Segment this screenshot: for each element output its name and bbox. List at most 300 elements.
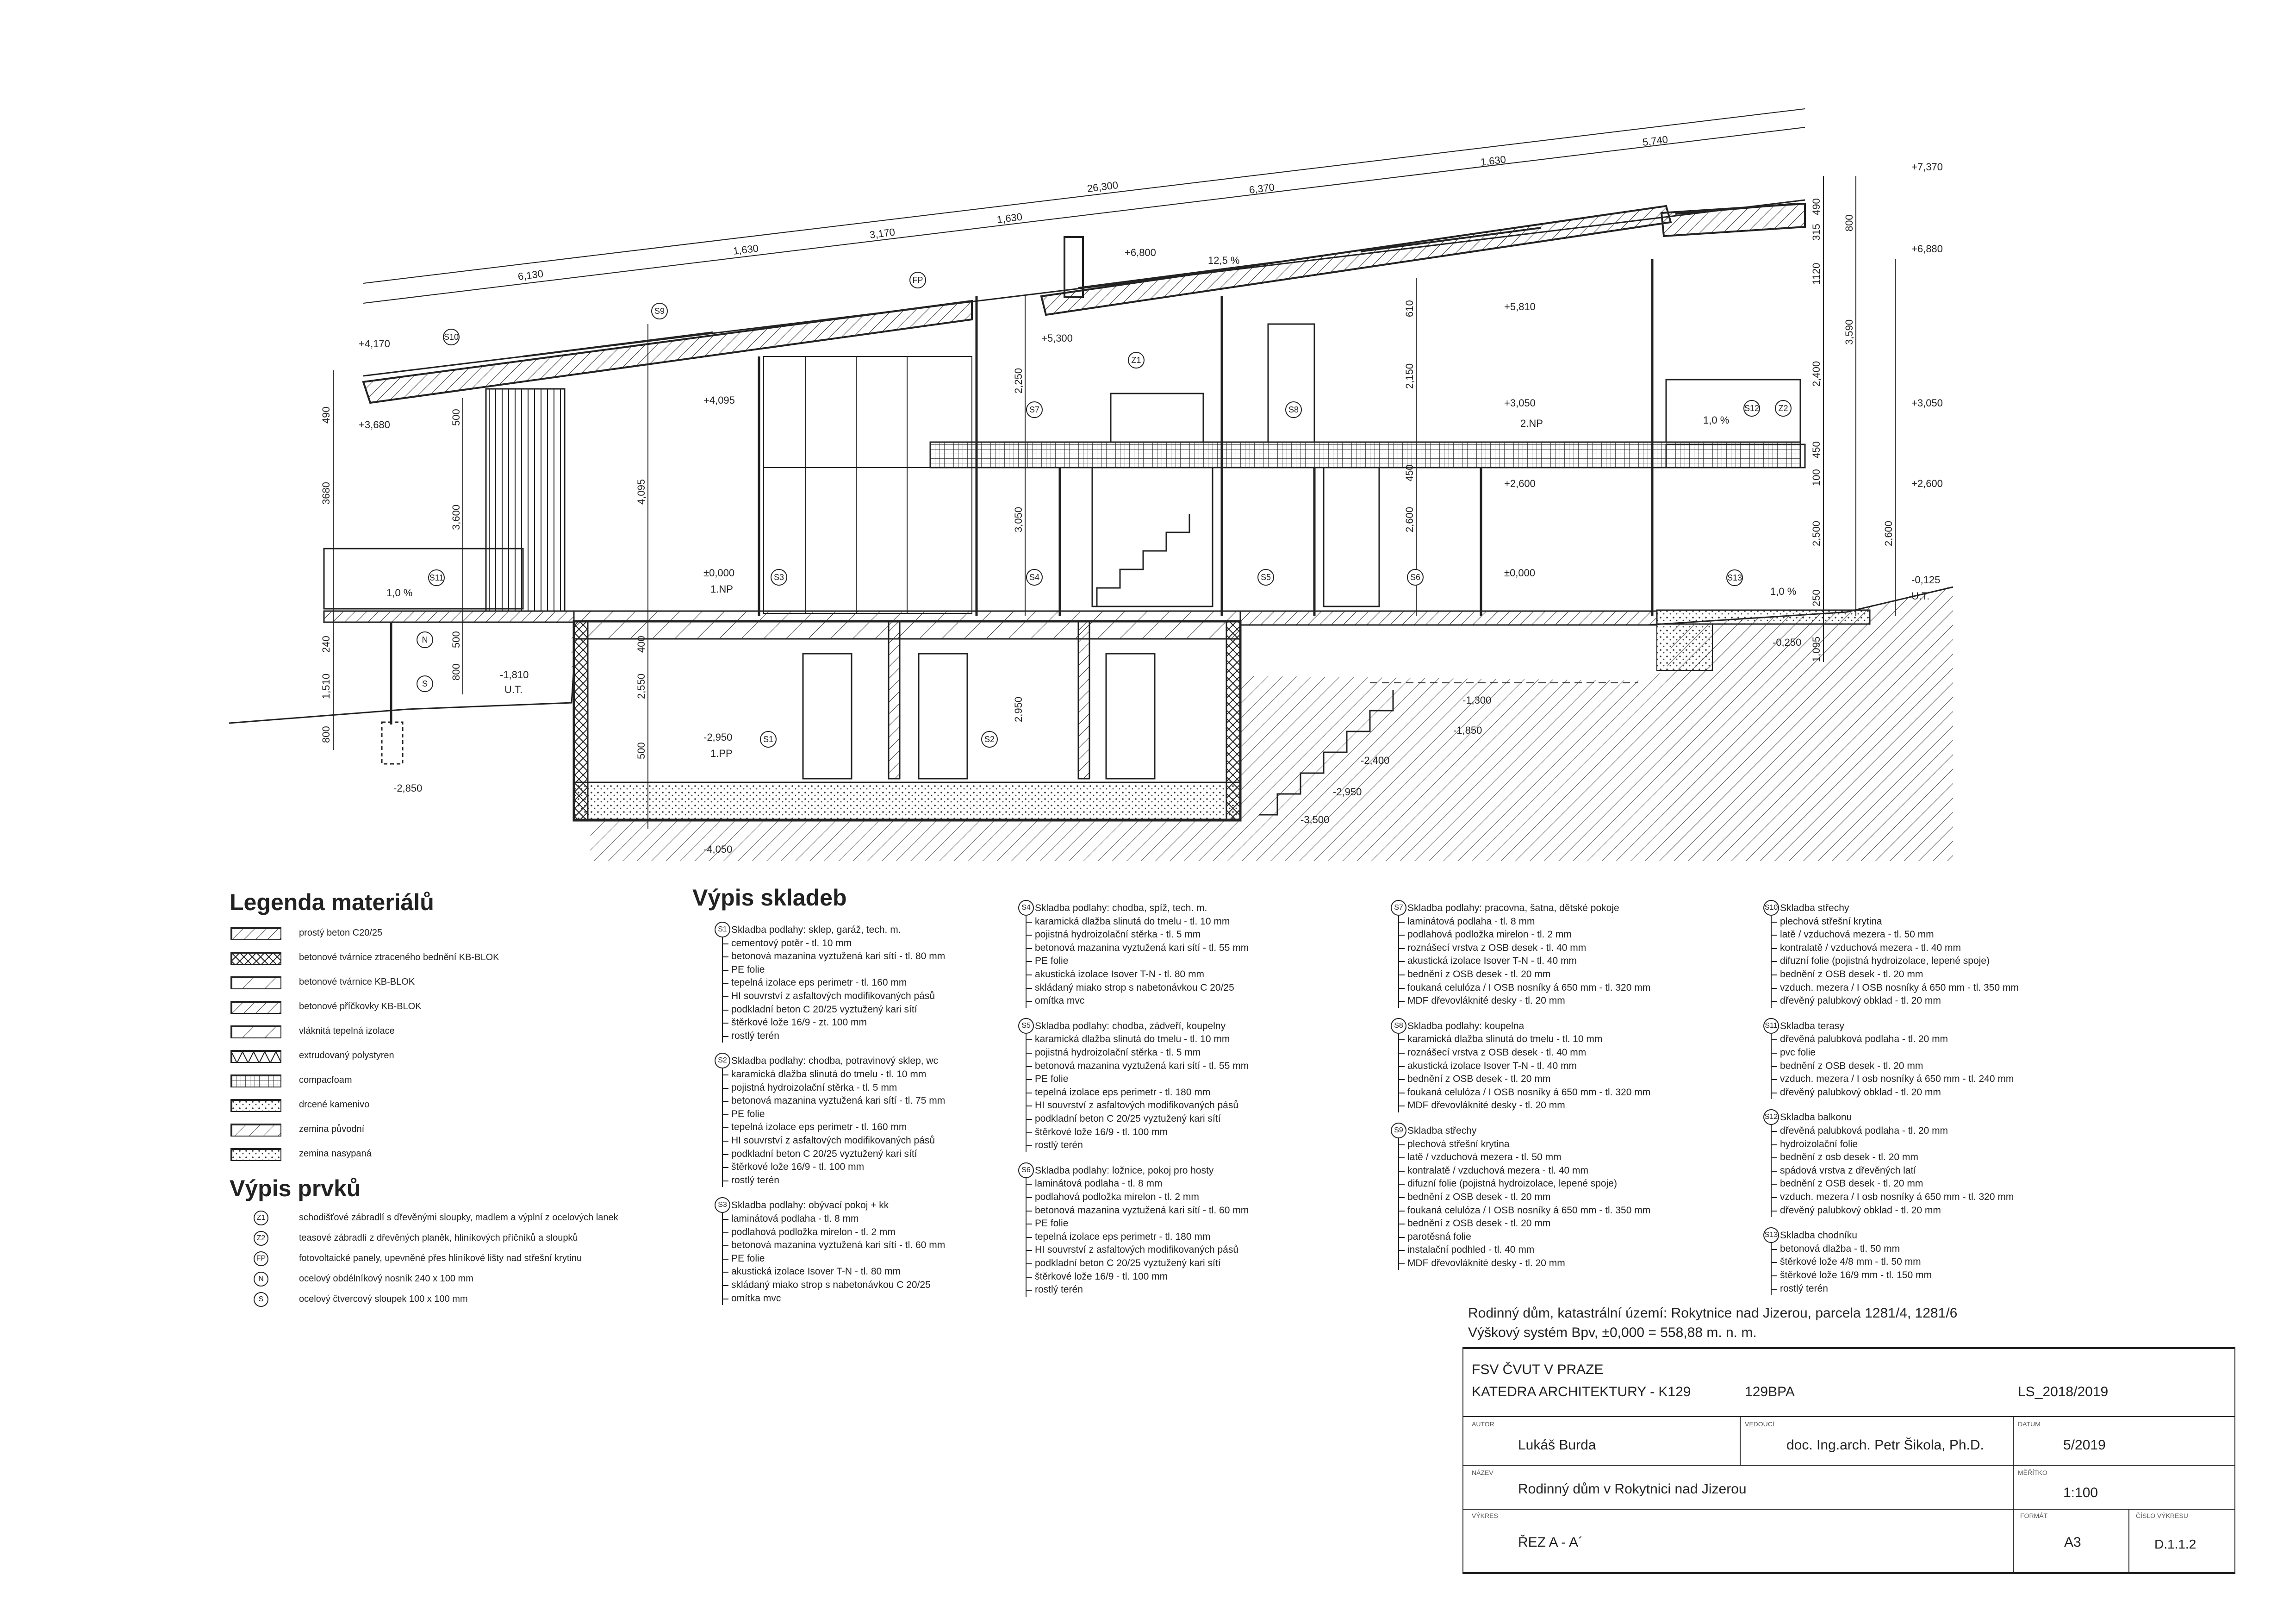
glazing: [764, 356, 972, 613]
skladba-layer: laminátová podlaha - tl. 8 mm: [1404, 915, 1718, 929]
level-m2400: -2,400: [1361, 755, 1390, 766]
skladba-layer: betonová mazanina vyztužená kari sítí - tl. 55 mm: [1031, 1060, 1346, 1073]
skladba-code: S5: [1018, 1018, 1034, 1034]
prvek-label: ocelový čtvercový sloupek 100 x 100 mm: [299, 1294, 468, 1304]
skladba-block: [1021, 1164, 1346, 1297]
skladba-block: [1764, 1229, 2091, 1295]
skladba-layer: omítka mvc: [1031, 994, 1346, 1008]
skladba-layer: pvc folie: [1776, 1046, 2091, 1060]
level-3680: +3,680: [359, 419, 390, 431]
skladba-code: S9: [1391, 1123, 1406, 1138]
skladba-layer: omítka mvc: [728, 1292, 1042, 1305]
tag-s11: [429, 570, 444, 586]
skladba-block: [1021, 1020, 1346, 1152]
skladba-layer: karamická dlažba slinutá do tmelu - tl. 10 mm: [1031, 915, 1346, 929]
skladba-layer: foukaná celulóza / I OSB nosníky á 650 mm - tl. 350 mm: [1404, 1204, 1718, 1218]
skladba-layer: spádová vrstva z dřevěných latí: [1776, 1164, 2091, 1178]
skladba-rule: [1398, 1034, 1399, 1112]
skladba-title: Skladba podlahy: sklep, garáž, tech. m.: [731, 924, 901, 935]
vdim-mid-500: 500: [635, 742, 647, 759]
vdim-mid-400: 400: [635, 636, 647, 653]
skladba-code: S7: [1391, 900, 1406, 916]
skladba-code: S3: [715, 1197, 730, 1213]
skladba-code: S13: [1763, 1227, 1779, 1243]
dim-g: 5,740: [1642, 133, 1669, 148]
vdim-mid-2600: 2,600: [1404, 506, 1415, 532]
skladba-layer: rostlý terén: [728, 1030, 1042, 1043]
upper-floor-slab: [930, 442, 1800, 468]
skladba-layer: betonová mazanina vyztužená kari sítí - tl. 55 mm: [1031, 942, 1346, 955]
skladba-code: S12: [1763, 1109, 1779, 1125]
skladba-layer: PE folie: [1031, 1073, 1346, 1086]
skladba-block: [1764, 1111, 2091, 1217]
skladba-block: [1764, 902, 2091, 1008]
skladba-layer: HI souvrství z asfaltových modifikovaných pásů: [1031, 1099, 1346, 1112]
skladba-rule: [1771, 1243, 1772, 1295]
floor-ut1: U.T.: [504, 684, 523, 695]
skladba-layer: laminátová podlaha - tl. 8 mm: [1031, 1177, 1346, 1191]
svg-text:S1: S1: [763, 735, 774, 744]
dim-c: 3,170: [869, 226, 896, 241]
vdim-left-800: 800: [320, 726, 332, 743]
skladba-block: [1394, 1124, 1718, 1270]
vdim-mid-2550: 2,550: [635, 673, 647, 699]
skladba-layer: hydroizolační folie: [1776, 1138, 2091, 1151]
skladba-code: S4: [1018, 900, 1034, 916]
level-2600-a: +2,600: [1504, 478, 1536, 489]
tb-lbl-format: FORMÁT: [2020, 1512, 2048, 1519]
prvky-title: Výpis prvků: [230, 1175, 361, 1201]
ground-floor-slab: [574, 611, 1240, 639]
skladba-layer: MDF dřevovláknité desky - tl. 20 mm: [1404, 1257, 1718, 1270]
tb-autor: Lukáš Burda: [1518, 1437, 1596, 1453]
dim-total: 26,300: [1086, 179, 1119, 194]
tb-lbl-vykres: VÝKRES: [1472, 1512, 1498, 1519]
tb-meritko: 1:100: [2063, 1485, 2098, 1500]
skladba-layer: kontralatě / vzduchová mezera - tl. 40 mm: [1404, 1164, 1718, 1178]
tag-s5: [1258, 569, 1274, 585]
ground-door: [1324, 468, 1379, 606]
skladba-layer: štěrkové lože 16/9 - zt. 100 mm: [728, 1016, 1042, 1030]
tb-datum: 5/2019: [2063, 1437, 2106, 1453]
level-3050-a: +3,050: [1504, 397, 1536, 409]
skladba-layer: podkladní beton C 20/25 vyztužený kari sítí: [1031, 1257, 1346, 1270]
vdim-mid-3050: 3,050: [1013, 506, 1024, 532]
skladba-layer: roznášecí vrstva z OSB desek - tl. 40 mm: [1404, 1046, 1718, 1060]
svg-text:S11: S11: [429, 573, 444, 582]
vdim-mid-2150: 2,150: [1404, 363, 1415, 389]
svg-text:S9: S9: [654, 306, 665, 316]
skladba-layer: akustická izolace Isover T-N - tl. 40 mm: [1404, 1060, 1718, 1073]
stairs-up: [1097, 514, 1189, 606]
prvek-code: S: [254, 1292, 268, 1307]
skladba-layer: karamická dlažba slinutá do tmelu - tl. 10 mm: [1031, 1033, 1346, 1046]
skladba-title: Skladba střechy: [1780, 903, 1849, 913]
legend-label: betonové tvárnice ztraceného bednění KB-BLOK: [299, 952, 499, 962]
svg-text:S: S: [422, 679, 428, 688]
skladba-code: S6: [1018, 1162, 1034, 1178]
tag-s13: [1727, 570, 1742, 586]
cladding: [486, 389, 565, 611]
legend-swatch: [230, 1074, 281, 1087]
vdim-mid-4095: 4,095: [635, 479, 647, 505]
skladba-layer: dřevěný palubkový obklad - tl. 20 mm: [1776, 1204, 2091, 1218]
svg-text:FP: FP: [912, 275, 923, 285]
skladba-layer: difuzní folie (pojistná hydroizolace, lepené spoje): [1776, 955, 2091, 968]
skladba-title: Skladba podlahy: chodba, potravinový sklep, wc: [731, 1056, 939, 1067]
skladba-layer: vzduch. mezera / I OSB nosníky á 650 mm - tl. 350 mm: [1776, 981, 2091, 995]
skladba-layer: dřevěná palubková podlaha - tl. 20 mm: [1776, 1033, 2091, 1046]
skladba-layer: bednění z OSB desek - tl. 20 mm: [1404, 968, 1718, 981]
prvek-label: schodišťové zábradlí s dřevěnými sloupky, madlem a výplní z ocelových lanek: [299, 1212, 618, 1223]
skladba-title: Skladba balkonu: [1780, 1112, 1852, 1123]
skladba-layer: plechová střešní krytina: [1776, 915, 2091, 929]
skladba-code: S11: [1763, 1018, 1779, 1034]
level-7370: +7,370: [1911, 161, 1943, 173]
skladba-layer: betonová mazanina vyztužená kari sítí - tl. 60 mm: [728, 1239, 1042, 1252]
tb-school-2: KATEDRA ARCHITEKTURY - K129: [1472, 1384, 1691, 1399]
level-6800: +6,800: [1125, 247, 1156, 258]
prvek-label: fotovoltaické panely, upevněné přes hliníkové lišty nad střešní krytinu: [299, 1253, 582, 1263]
skladba-layer: MDF dřevovláknité desky - tl. 20 mm: [1404, 994, 1718, 1008]
vdim-right-3590: 3,590: [1843, 319, 1855, 345]
skladba-layer: PE folie: [1031, 955, 1346, 968]
skladba-layer: bednění z OSB desek - tl. 20 mm: [1404, 1217, 1718, 1230]
basement-wall-mid2: [1078, 621, 1089, 779]
skladba-layer: dřevěná palubková podlaha - tl. 20 mm: [1776, 1124, 2091, 1138]
legend-label: prostý beton C20/25: [299, 928, 383, 938]
skladba-layer: pojistná hydroizolační stěrka - tl. 5 mm: [728, 1081, 1042, 1095]
svg-text:S3: S3: [773, 573, 784, 582]
tb-cislo: D.1.1.2: [2154, 1537, 2196, 1551]
skladba-code: S8: [1391, 1018, 1406, 1034]
skladba-code: S1: [715, 922, 730, 937]
tb-course: 129BPA: [1745, 1384, 1795, 1399]
skladba-layer: dřevěný palubkový obklad - tl. 20 mm: [1776, 994, 2091, 1008]
vdim-right-315: 315: [1811, 224, 1822, 241]
svg-text:S10: S10: [443, 332, 459, 342]
tb-lbl-autor: AUTOR: [1472, 1420, 1494, 1428]
skladba-layer: štěrkové lože 16/9 mm - tl. 150 mm: [1776, 1269, 2091, 1282]
upper-door: [1268, 324, 1314, 442]
skladba-layer: bednění z OSB desek - tl. 20 mm: [1776, 1060, 2091, 1073]
skladba-layer: cementový potěr - tl. 10 mm: [728, 937, 1042, 950]
skladba-layer: rostlý terén: [1031, 1283, 1346, 1297]
svg-text:Z2: Z2: [1778, 404, 1788, 413]
tag-s3: [771, 569, 787, 585]
svg-text:S12: S12: [1744, 404, 1760, 413]
skladba-layer: instalační podhled - tl. 40 mm: [1404, 1243, 1718, 1257]
tb-nazev: Rodinný dům v Rokytnici nad Jizerou: [1518, 1481, 1747, 1497]
tag-z1: [1128, 352, 1144, 368]
level-m1300: -1,300: [1462, 694, 1492, 706]
prvek-label: ocelový obdélníkový nosník 240 x 100 mm: [299, 1274, 473, 1284]
skladba-layer: PE folie: [728, 963, 1042, 977]
dim-f: 1,630: [1480, 153, 1507, 168]
walk-right: [1657, 610, 1870, 624]
skladba-layer: PE folie: [1031, 1217, 1346, 1230]
skladba-layer: štěrkové lože 4/8 mm - tl. 50 mm: [1776, 1255, 2091, 1269]
legend-label: betonové tvárnice KB-BLOK: [299, 977, 415, 987]
skladba-layer: betonová mazanina vyztužená kari sítí - tl. 80 mm: [728, 950, 1042, 963]
dim-b: 1,630: [732, 242, 759, 257]
skladba-block: [1765, 1020, 2091, 1099]
tag-s: [417, 676, 433, 692]
skladba-layer: skládaný miako strop s nabetonávkou C 20/25: [728, 1279, 1042, 1292]
dim-d: 1,630: [996, 211, 1023, 225]
vdim-right-2500: 2,500: [1811, 520, 1822, 546]
legend-swatch: [230, 976, 281, 989]
skladba-layer: vzduch. mezera / I osb nosníky á 650 mm - tl. 240 mm: [1776, 1073, 2091, 1086]
vdim-left-500b: 500: [450, 631, 462, 648]
floor-ut2: U.T.: [1911, 590, 1930, 602]
skladba-layer: tepelná izolace eps perimetr - tl. 180 mm: [1031, 1230, 1346, 1244]
svg-text:N: N: [422, 635, 428, 644]
legend-swatch: [230, 1124, 281, 1137]
vdim-left-500: 500: [450, 409, 462, 426]
legend-swatch: [230, 1148, 281, 1161]
prvek-label: teasové zábradlí z dřevěných planěk, hliníkových příčníků a sloupků: [299, 1233, 578, 1243]
skladba-layer: latě / vzduchová mezera - tl. 50 mm: [1776, 928, 2091, 942]
legend-label: extrudovaný polystyren: [299, 1050, 394, 1061]
tag-s9: [652, 303, 667, 319]
vdim-right-490: 490: [1811, 198, 1822, 215]
skladba-title: Skladba podlahy: chodba, spíž, tech. m.: [1035, 903, 1207, 913]
skladba-layer: akustická izolace Isover T-N - tl. 80 mm: [728, 1265, 1042, 1279]
level-6880: +6,880: [1911, 243, 1943, 255]
level-0000-a: ±0,000: [703, 567, 735, 579]
legend-swatch: [230, 952, 281, 965]
vdim-right-1120: 1120: [1811, 262, 1822, 285]
skladba-layer: tepelná izolace eps perimetr - tl. 160 mm: [728, 1121, 1042, 1134]
legend-label: zemina původní: [299, 1124, 365, 1134]
skladba-layer: štěrkové lože 16/9 - tl. 100 mm: [1031, 1126, 1346, 1139]
legend-swatch: [230, 1099, 281, 1112]
vdim-right-250: 250: [1811, 589, 1822, 606]
svg-text:S6: S6: [1410, 573, 1421, 582]
slope-walk: 1,0 %: [1770, 586, 1797, 597]
vdim-right-2600: 2,600: [1883, 520, 1894, 546]
level-m2850: -2,850: [393, 782, 423, 794]
level-5810: +5,810: [1504, 301, 1536, 312]
skladba-layer: PE folie: [728, 1108, 1042, 1121]
skladba-rule: [722, 937, 723, 1043]
terrace-left: [324, 611, 574, 622]
vdim-left-240: 240: [320, 636, 332, 653]
legend-swatch: [230, 1050, 281, 1063]
skladba-title: Skladba podlahy: ložnice, pokoj pro hosty: [1035, 1165, 1214, 1176]
stair-core: [1092, 468, 1213, 606]
vdim-left-3680: 3680: [320, 482, 332, 505]
legend-label: betonové příčkovky KB-BLOK: [299, 1001, 422, 1012]
skladba-title: Skladba podlahy: obývací pokoj + kk: [731, 1200, 889, 1211]
skladba-layer: podlahová podložka mirelon - tl. 2 mm: [1031, 1191, 1346, 1204]
skladba-layer: foukaná celulóza / I OSB nosníky á 650 mm - tl. 320 mm: [1404, 1086, 1718, 1099]
skladba-title: Skladba terasy: [1780, 1020, 1844, 1031]
legend-label: drcené kamenivo: [299, 1099, 370, 1110]
skladba-layer: roznášecí vrstva z OSB desek - tl. 40 mm: [1404, 942, 1718, 955]
skladba-layer: bednění z OSB desek - tl. 20 mm: [1404, 1073, 1718, 1086]
legend-label: vláknitá tepelná izolace: [299, 1026, 395, 1036]
skladba-code: S2: [715, 1053, 730, 1068]
floor-1pp: 1.PP: [710, 748, 733, 759]
svg-text:S8: S8: [1288, 405, 1299, 414]
skladba-layer: betonová mazanina vyztužená kari sítí - tl. 60 mm: [1031, 1204, 1346, 1218]
tag-s8: [1286, 402, 1301, 418]
skladba-layer: MDF dřevovláknité desky - tl. 20 mm: [1404, 1099, 1718, 1112]
tag-s1: [760, 731, 776, 747]
skladba-layer: akustická izolace Isover T-N - tl. 80 mm: [1031, 968, 1346, 981]
legend-swatch: [230, 927, 281, 940]
skladba-layer: pojistná hydroizolační stěrka - tl. 5 mm: [1031, 1046, 1346, 1060]
tag-s2: [982, 731, 997, 747]
tb-school-1: FSV ČVUT V PRAZE: [1472, 1362, 1604, 1377]
skladba-layer: tepelná izolace eps perimetr - tl. 160 mm: [728, 976, 1042, 990]
legend-label: zemina nasypaná: [299, 1149, 372, 1159]
skladba-layer: PE folie: [728, 1252, 1042, 1266]
tb-format: A3: [2064, 1535, 2081, 1550]
tb-lbl-vedouci: VEDOUCÍ: [1745, 1420, 1774, 1428]
tag-s6: [1407, 569, 1423, 585]
svg-text:S5: S5: [1260, 573, 1271, 582]
tb-lbl-nazev: NÁZEV: [1472, 1469, 1493, 1476]
upper-window: [1111, 394, 1203, 442]
top-dimension-lines: [363, 109, 1805, 303]
dim-a: 6,130: [517, 268, 544, 282]
skladba-layer: plechová střešní krytina: [1404, 1138, 1718, 1151]
tag-s12: [1744, 400, 1760, 416]
skladba-layer: betonová mazanina vyztužená kari sítí - tl. 75 mm: [728, 1094, 1042, 1108]
skladba-layer: podkladní beton C 20/25 vyztužený kari sítí: [728, 1148, 1042, 1161]
skladba-layer: foukaná celulóza / I OSB nosníky á 650 mm - tl. 320 mm: [1404, 981, 1718, 995]
vdim-left-3600: 3,600: [450, 504, 462, 530]
level-m0250: -0,250: [1773, 637, 1802, 648]
tb-lbl-datum: DATUM: [2018, 1420, 2041, 1428]
tb-term: LS_2018/2019: [2018, 1384, 2109, 1399]
vdim-right-800: 800: [1843, 214, 1855, 231]
skladba-layer: tepelná izolace eps perimetr - tl. 180 mm: [1031, 1086, 1346, 1099]
title-block: [1462, 1347, 2235, 1574]
column-footing: [382, 722, 403, 764]
vdim-right-100: 100: [1811, 469, 1822, 486]
skladba-block: [1394, 902, 1718, 1008]
skladba-title: Skladba podlahy: koupelna: [1407, 1020, 1524, 1031]
skladba-title: Skladba chodníku: [1780, 1230, 1857, 1241]
tag-s7: [1027, 402, 1042, 418]
svg-text:S13: S13: [1727, 573, 1742, 582]
prvek-code: FP: [254, 1251, 268, 1266]
tag-s10: [443, 329, 459, 345]
skladba-layer: podlahová podložka mirelon - tl. 2 mm: [1404, 928, 1718, 942]
basement-wall-mid: [889, 621, 900, 779]
vdim-left-800b: 800: [450, 663, 462, 681]
skladba-layer: podkladní beton C 20/25 vyztužený kari sítí: [728, 1003, 1042, 1017]
tag-s4: [1027, 569, 1042, 585]
skladba-layer: bednění z OSB desek - tl. 20 mm: [1776, 1177, 2091, 1191]
skladba-title: Skladba střechy: [1407, 1125, 1477, 1136]
skladba-layer: HI souvrství z asfaltových modifikovaných pásů: [728, 990, 1042, 1003]
vdim-right-1095: 1,095: [1811, 636, 1822, 662]
skladba-layer: parotěsná folie: [1404, 1230, 1718, 1244]
vdim-left-1510: 1,510: [320, 673, 332, 699]
skladba-layer: pojistná hydroizolační stěrka - tl. 5 mm: [1031, 928, 1346, 942]
vdim-left-490: 490: [320, 406, 332, 424]
note-line-1: Rodinný dům, katastrální území: Rokytnice nad Jizerou, parcela 1281/4, 1281/6: [1468, 1305, 1958, 1321]
vdim-mid-2950: 2,950: [1013, 696, 1024, 722]
skladba-layer: podkladní beton C 20/25 vyztužený kari sítí: [1031, 1112, 1346, 1126]
vdim-mid-2250: 2,250: [1013, 368, 1024, 394]
tag-fp: [910, 272, 926, 288]
level-m2950: -2,950: [703, 731, 733, 743]
svg-text:S4: S4: [1029, 573, 1040, 582]
level-3050-b: +3,050: [1911, 397, 1943, 409]
prvek-code: N: [254, 1272, 268, 1287]
level-m1850: -1,850: [1453, 725, 1482, 736]
level-5300: +5,300: [1041, 332, 1073, 344]
tb-vykres: ŘEZ A - A´: [1518, 1535, 1583, 1550]
skladba-layer: vzduch. mezera / I osb nosníky á 650 mm - tl. 320 mm: [1776, 1191, 2091, 1204]
skladba-layer: rostlý terén: [1776, 1282, 2091, 1296]
legend-label: compacfoam: [299, 1075, 352, 1085]
level-m1810: -1,810: [500, 669, 529, 681]
skladba-block: [1021, 902, 1346, 1008]
level-0000-b: ±0,000: [1504, 567, 1536, 579]
vdim-r-450b: 450: [1404, 464, 1415, 481]
skladba-layer: HI souvrství z asfaltových modifikovaných pásů: [728, 1134, 1042, 1148]
level-4095: +4,095: [703, 394, 735, 406]
skladba-layer: laminátová podlaha - tl. 8 mm: [728, 1212, 1042, 1226]
skladba-layer: HI souvrství z asfaltových modifikovaných pásů: [1031, 1243, 1346, 1257]
skladba-block: [718, 1055, 1042, 1187]
skladba-layer: karamická dlažba slinutá do tmelu - tl. 10 mm: [728, 1068, 1042, 1081]
tag-n: [417, 632, 433, 648]
level-m2950b: -2,950: [1333, 786, 1362, 798]
basement-slab: [574, 782, 1240, 819]
skladba-block: [718, 1199, 1042, 1305]
skladba-code: S10: [1763, 900, 1779, 916]
note-line-2: Výškový systém Bpv, ±0,000 = 558,88 m. n. m.: [1468, 1325, 1757, 1340]
skladba-layer: bednění z OSB desek - tl. 20 mm: [1404, 1191, 1718, 1204]
skladba-layer: bednění z osb desek - tl. 20 mm: [1776, 1151, 2091, 1164]
skladba-layer: kontralatě / vzduchová mezera - tl. 40 mm: [1776, 942, 2091, 955]
skladba-layer: rostlý terén: [728, 1174, 1042, 1187]
skladba-layer: štěrkové lože 16/9 - tl. 100 mm: [1031, 1270, 1346, 1284]
slope-terrace: 1,0 %: [386, 587, 413, 599]
skladba-layer: akustická izolace Isover T-N - tl. 40 mm: [1404, 955, 1718, 968]
skladba-title: Skladba podlahy: chodba, zádveří, koupelny: [1035, 1020, 1226, 1031]
tb-lbl-meritko: MĚŘÍTKO: [2018, 1469, 2047, 1476]
prvek-code: Z1: [254, 1211, 268, 1225]
roof-middle: [1041, 206, 1671, 315]
skladba-layer: karamická dlažba slinutá do tmelu - tl. 10 mm: [1404, 1033, 1718, 1046]
level-m0125: -0,125: [1911, 574, 1941, 586]
skladba-layer: difuzní folie (pojistná hydroizolace, lepené spoje): [1404, 1177, 1718, 1191]
prvek-code: Z2: [254, 1231, 268, 1246]
slope-balcony: 1,0 %: [1703, 414, 1730, 426]
legend-swatch: [230, 1025, 281, 1038]
skladby-title: Výpis skladeb: [692, 885, 847, 911]
dim-e: 6,370: [1248, 181, 1276, 196]
floor-1np: 1.NP: [710, 583, 733, 595]
svg-text:S2: S2: [984, 735, 995, 744]
level-m3500: -3,500: [1300, 814, 1330, 825]
skladba-layer: betonová dlažba - tl. 50 mm: [1776, 1243, 2091, 1256]
tb-vedouci: doc. Ing.arch. Petr Šikola, Ph.D.: [1786, 1437, 1984, 1453]
skladba-layer: rostlý terén: [1031, 1139, 1346, 1152]
skladba-layer: štěrkové lože 16/9 - tl. 100 mm: [728, 1161, 1042, 1174]
level-m4050: -4,050: [703, 843, 733, 855]
legend-swatch: [230, 1001, 281, 1014]
